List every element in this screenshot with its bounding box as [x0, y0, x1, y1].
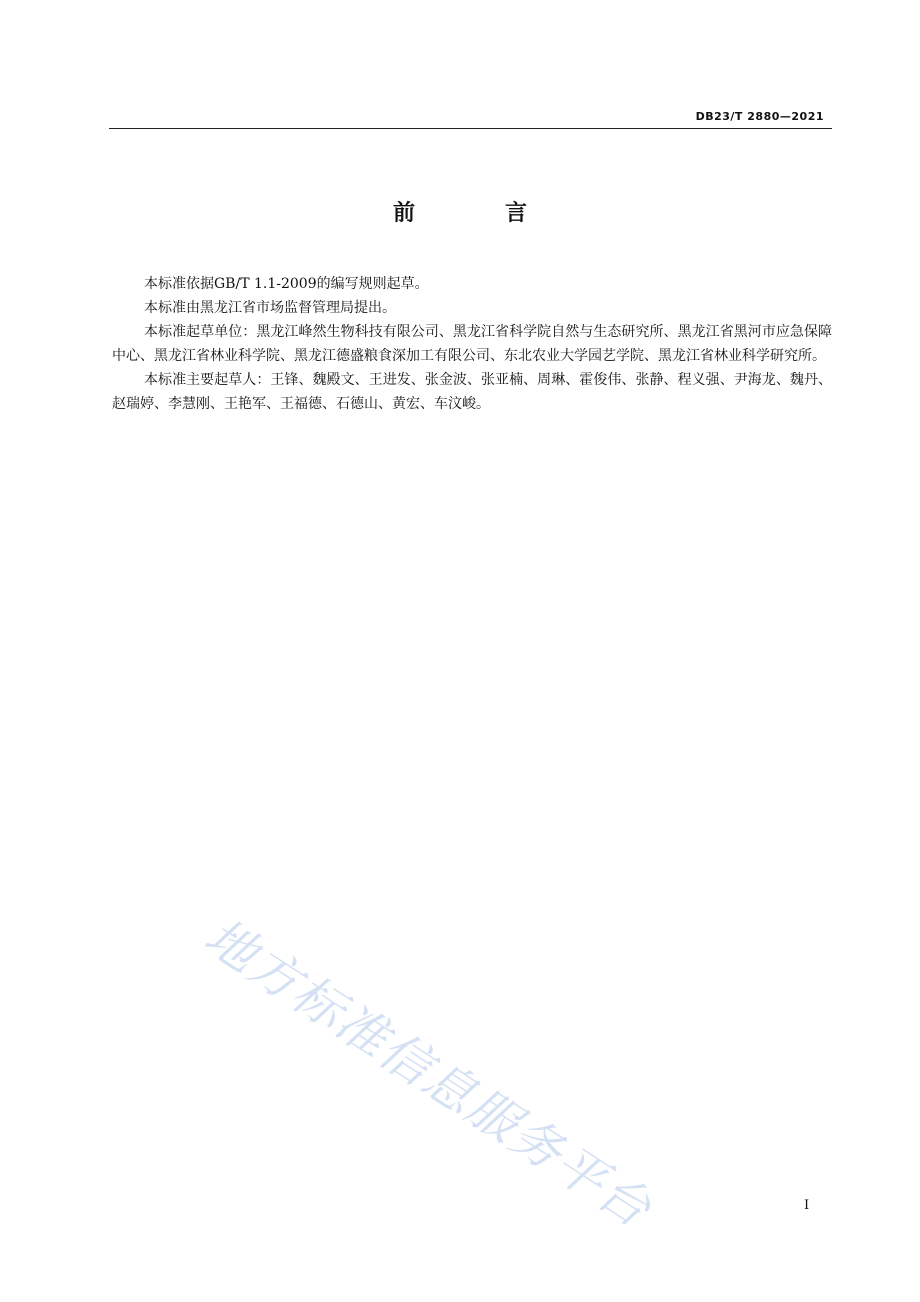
foreword-body — [112, 272, 832, 416]
paragraph-drafting-rules: 本标准依据GB/T 1.1-2009的编写规则起草。 — [144, 276, 429, 292]
standard-code: DB23/T 2880—2021 — [695, 110, 824, 123]
page-title: 前 言 — [392, 201, 561, 226]
page-number: I — [804, 1198, 810, 1213]
paragraph-proposer: 本标准由黑龙江省市场监督管理局提出。 — [144, 300, 396, 316]
paragraph-drafters: 本标准主要起草人：王锋、魏殿文、王进发、张金波、张亚楠、周琳、霍俊伟、张静、程义强、尹海龙、魏丹、赵瑞婷、李慧刚、王艳军、王福德、石德山、黄宏、车汶峻。 — [112, 372, 832, 412]
watermark: 地方标准信息服务平台 — [194, 907, 663, 1240]
header-divider — [109, 128, 832, 129]
paragraph-drafting-units: 本标准起草单位：黑龙江峰然生物科技有限公司、黑龙江省科学院自然与生态研究所、黑龙江省黑河市应急保障中心、黑龙江省林业科学院、黑龙江德盛粮食深加工有限公司、东北农业大学园艺学院、黑龙江省林业科学研究所。 — [112, 324, 832, 364]
